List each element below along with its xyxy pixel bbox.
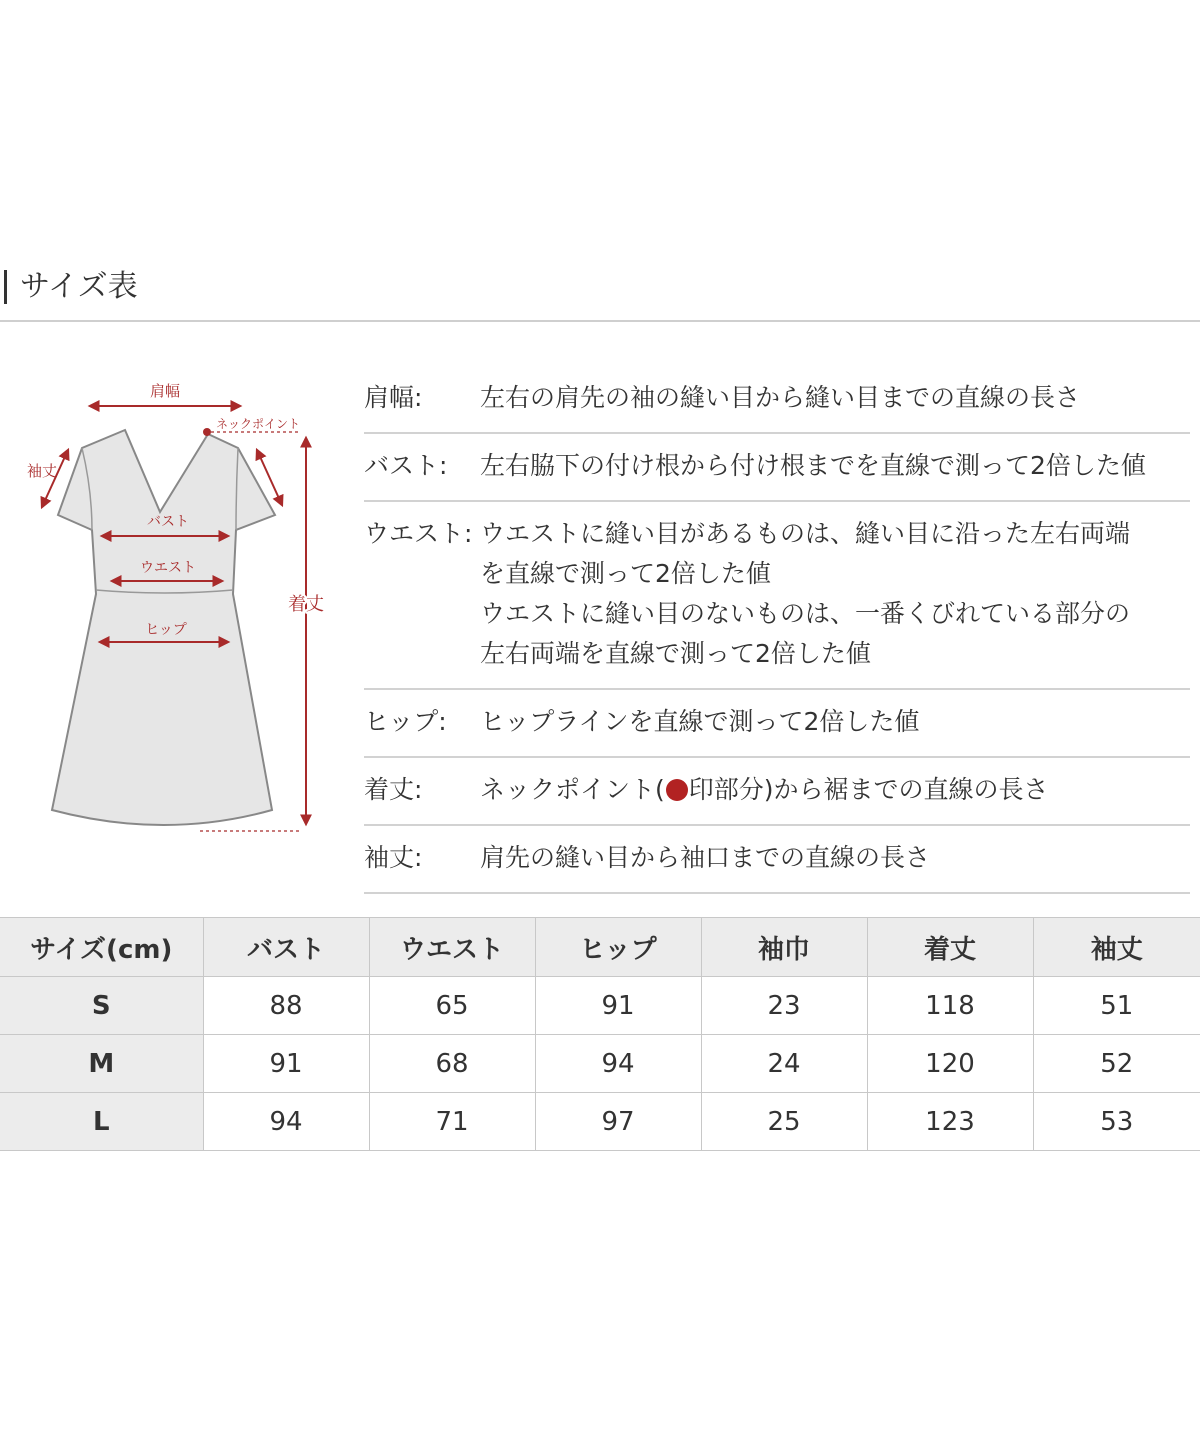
definition-line: 左右両端を直線で測って2倍した値 [480, 639, 871, 668]
measurement-definitions [364, 366, 1190, 894]
definition-description [480, 770, 1190, 810]
table-cell: 65 [369, 977, 535, 1035]
table-cell: 120 [867, 1035, 1033, 1093]
definition-line: 左右脇下の付け根から付け根までを直線で測って2倍した値 [480, 451, 1146, 480]
column-header: サイズ(cm) [0, 918, 203, 977]
definition-line: ウエストに縫い目があるものは、縫い目に沿った左右両端 [480, 519, 1131, 548]
table-cell: 51 [1033, 977, 1200, 1035]
column-header: バスト [203, 918, 369, 977]
column-header: 着丈 [867, 918, 1033, 977]
table-cell: 24 [701, 1035, 867, 1093]
definition-line: ウエストに縫い目のないものは、一番くびれている部分の [480, 599, 1131, 628]
length-label: 着丈 [288, 594, 324, 615]
definition-row-length [364, 758, 1190, 826]
column-header: 袖巾 [701, 918, 867, 977]
definition-description [480, 838, 1190, 878]
definition-description [480, 378, 1190, 418]
table-cell: 71 [369, 1093, 535, 1151]
definition-term: バスト: [364, 451, 448, 480]
table-row [0, 977, 1200, 1035]
table-cell: 118 [867, 977, 1033, 1035]
table-cell: 94 [535, 1035, 701, 1093]
definition-term: 袖丈: [364, 843, 423, 872]
table-row [0, 1093, 1200, 1151]
definition-text-before: ネックポイント( [480, 775, 665, 804]
definition-row-shoulder [364, 366, 1190, 434]
definition-row-sleeve [364, 826, 1190, 894]
table-cell: 97 [535, 1093, 701, 1151]
column-header: ヒップ [535, 918, 701, 977]
table-cell: 123 [867, 1093, 1033, 1151]
size-label-cell: M [0, 1035, 203, 1093]
definition-line [480, 770, 1190, 810]
table-cell: 23 [701, 977, 867, 1035]
definition-description [480, 702, 1190, 742]
page-title: サイズ表 [20, 269, 138, 304]
table-cell: 25 [701, 1093, 867, 1151]
table-cell: 91 [203, 1035, 369, 1093]
definition-line: を直線で測って2倍した値 [480, 559, 771, 588]
size-label-cell: S [0, 977, 203, 1035]
definition-term: ヒップ: [364, 707, 447, 736]
table-cell: 94 [203, 1093, 369, 1151]
definition-row-hip [364, 690, 1190, 758]
table-header-row [0, 918, 1200, 977]
neck-point-dot-icon [666, 779, 688, 801]
shoulder-label: 肩幅 [149, 382, 181, 400]
table-row [0, 1035, 1200, 1093]
table-cell: 88 [203, 977, 369, 1035]
hip-label: ヒップ [145, 622, 187, 638]
definition-term: 肩幅: [364, 383, 423, 412]
size-table [0, 917, 1200, 1151]
definition-row-waist [364, 502, 1190, 690]
definition-description [480, 514, 1190, 674]
section-header [0, 262, 1200, 322]
header-accent-bar [4, 270, 7, 304]
table-cell: 52 [1033, 1035, 1200, 1093]
dress-measurement-diagram [0, 360, 340, 860]
column-header: 袖丈 [1033, 918, 1200, 977]
waist-label: ウエスト [140, 560, 196, 576]
definition-text-after: 印部分)から裾までの直線の長さ [688, 775, 1049, 804]
definition-line: 左右の肩先の袖の縫い目から縫い目までの直線の長さ [480, 383, 1081, 412]
definition-line: 肩先の縫い目から袖口までの直線の長さ [480, 843, 931, 872]
definition-term: 着丈: [364, 775, 423, 804]
definition-row-bust [364, 434, 1190, 502]
definition-term: ウエスト: [364, 519, 473, 548]
size-label-cell: L [0, 1093, 203, 1151]
table-cell: 53 [1033, 1093, 1200, 1151]
neck-point-marker [203, 428, 211, 436]
table-cell: 68 [369, 1035, 535, 1093]
neck-point-label: ネックポイント [215, 417, 301, 431]
table-cell: 91 [535, 977, 701, 1035]
definition-description [480, 446, 1190, 486]
column-header: ウエスト [369, 918, 535, 977]
sleeve-label: 袖丈 [26, 462, 58, 480]
bust-label: バスト [147, 514, 189, 530]
definition-line: ヒップラインを直線で測って2倍した値 [480, 707, 920, 736]
